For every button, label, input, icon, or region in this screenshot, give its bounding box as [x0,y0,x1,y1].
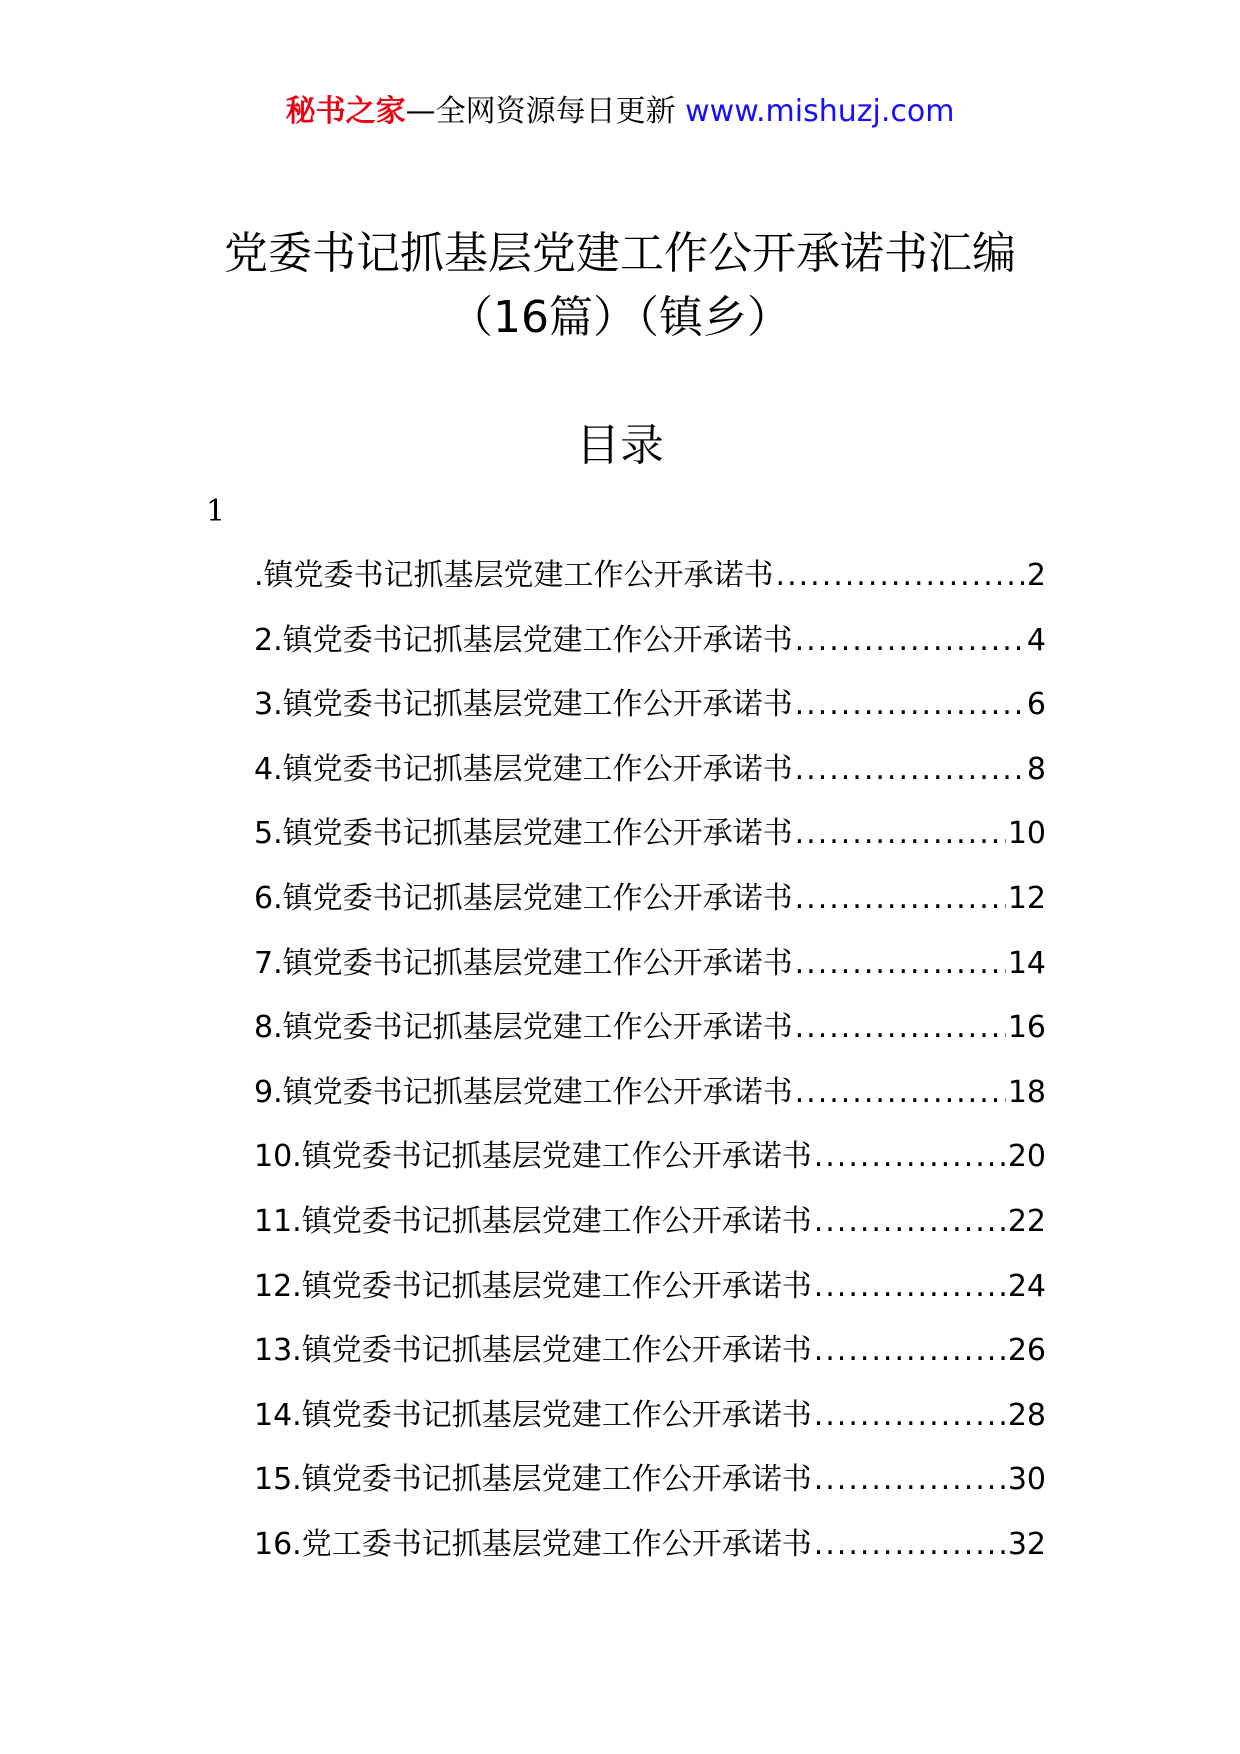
toc-entry[interactable] [254,1525,1046,1590]
toc-dot-leader [814,1267,1006,1307]
toc-dot-leader [814,1202,1006,1242]
toc-entry[interactable] [254,685,1046,750]
toc-heading: 目录 [576,420,664,471]
toc-entry[interactable] [254,1460,1046,1525]
toc-entry-label: 4.镇党委书记抓基层党建工作公开承诺书 [254,751,793,787]
toc-entry[interactable] [254,1267,1046,1332]
toc-dot-leader [795,621,1025,661]
toc-entry-page-number: 6 [1026,687,1046,723]
toc-entry-label: 10.镇党委书记抓基层党建工作公开承诺书 [254,1139,812,1175]
toc-dot-leader [795,750,1025,790]
toc-entry[interactable] [254,750,1046,815]
toc-entry-label: 15.镇党委书记抓基层党建工作公开承诺书 [254,1462,812,1498]
toc-entry-label: 12.镇党委书记抓基层党建工作公开承诺书 [254,1268,812,1304]
toc-entry-page-number: 26 [1007,1333,1046,1369]
slogan: —全网资源每日更新 [405,94,676,129]
toc-entry-label: 7.镇党委书记抓基层党建工作公开承诺书 [254,945,793,981]
page-number-marker: 1 [206,494,226,529]
toc-entry[interactable] [254,814,1046,879]
toc-dot-leader [795,685,1025,725]
toc-entry-label: 13.镇党委书记抓基层党建工作公开承诺书 [254,1333,812,1369]
toc-entry-page-number: 24 [1007,1268,1046,1304]
toc-entry[interactable] [254,621,1046,686]
toc-dot-leader [795,814,1006,854]
toc-dot-leader [795,1008,1006,1048]
toc-entry-page-number: 20 [1007,1139,1046,1175]
toc-entry-page-number: 22 [1007,1203,1046,1239]
toc-entry-page-number: 14 [1007,945,1046,981]
toc-entry[interactable] [254,556,1046,621]
document-subtitle: （16篇）（镇乡） [449,292,791,343]
toc-dot-leader [795,1073,1006,1113]
table-of-contents [254,556,1046,1590]
toc-entry-page-number: 2 [1026,558,1046,593]
toc-entry[interactable] [254,944,1046,1009]
toc-entry-page-number: 32 [1007,1526,1046,1562]
toc-entry-label: 3.镇党委书记抓基层党建工作公开承诺书 [254,687,793,723]
toc-entry-label: 8.镇党委书记抓基层党建工作公开承诺书 [254,1010,793,1046]
toc-entry-page-number: 10 [1007,816,1046,852]
toc-dot-leader [814,1460,1006,1500]
toc-entry-label: .镇党委书记抓基层党建工作公开承诺书 [254,558,774,593]
toc-entry-label: 5.镇党委书记抓基层党建工作公开承诺书 [254,816,793,852]
toc-dot-leader [776,556,1025,596]
toc-entry-page-number: 12 [1007,880,1046,916]
toc-entry-label: 2.镇党委书记抓基层党建工作公开承诺书 [254,622,793,658]
toc-dot-leader [814,1331,1006,1371]
toc-entry[interactable] [254,1331,1046,1396]
toc-entry-page-number: 4 [1026,622,1046,658]
toc-entry[interactable] [254,1202,1046,1267]
toc-dot-leader [814,1396,1006,1436]
toc-entry-label: 9.镇党委书记抓基层党建工作公开承诺书 [254,1074,793,1110]
toc-entry-page-number: 8 [1026,751,1046,787]
brand-name: 秘书之家 [285,94,406,129]
toc-dot-leader [795,944,1006,984]
site-url-link[interactable]: www.mishuzj.com [685,94,955,129]
toc-dot-leader [814,1137,1006,1177]
toc-entry-page-number: 30 [1007,1462,1046,1498]
toc-entry-page-number: 16 [1007,1010,1046,1046]
document-title: 党委书记抓基层党建工作公开承诺书汇编 [224,228,1016,279]
site-header [0,92,1240,132]
toc-entry-page-number: 28 [1007,1397,1046,1433]
toc-dot-leader [795,879,1006,919]
toc-entry-page-number: 18 [1007,1074,1046,1110]
toc-entry[interactable] [254,1008,1046,1073]
toc-entry[interactable] [254,1073,1046,1138]
toc-entry[interactable] [254,879,1046,944]
toc-entry[interactable] [254,1396,1046,1461]
toc-entry-label: 11.镇党委书记抓基层党建工作公开承诺书 [254,1203,812,1239]
toc-entry-label: 14.镇党委书记抓基层党建工作公开承诺书 [254,1397,812,1433]
toc-entry-label: 6.镇党委书记抓基层党建工作公开承诺书 [254,880,793,916]
toc-entry[interactable] [254,1137,1046,1202]
toc-entry-label: 16.党工委书记抓基层党建工作公开承诺书 [254,1526,812,1562]
toc-dot-leader [814,1525,1006,1565]
